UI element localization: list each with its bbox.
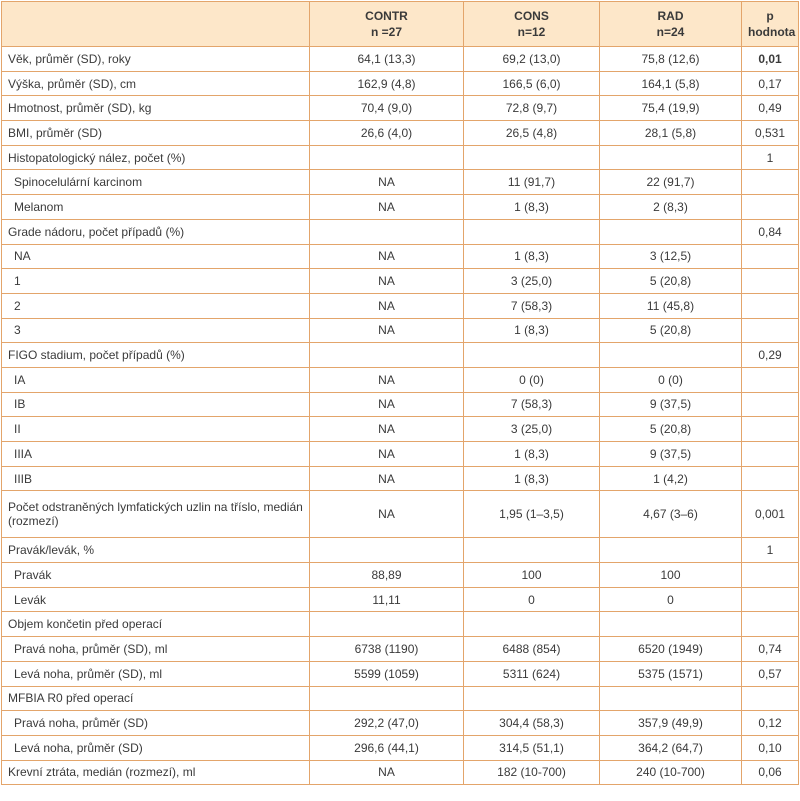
cell-cons: 7 (58,3) — [464, 392, 600, 417]
cell-p: 0,10 — [742, 735, 799, 760]
cell-p — [742, 293, 799, 318]
row-label: IIIB — [2, 466, 310, 491]
table-row — [2, 392, 799, 417]
cell-cons: 0 — [464, 587, 600, 612]
cell-contr: 26,6 (4,0) — [310, 121, 464, 146]
table-row — [2, 442, 799, 467]
cell-cons: 100 — [464, 563, 600, 588]
table-row — [2, 491, 799, 538]
row-label: Krevní ztráta, medián (rozmezí), ml — [2, 760, 310, 785]
cell-rad: 75,8 (12,6) — [600, 47, 742, 72]
table-row — [2, 760, 799, 785]
cell-cons: 72,8 (9,7) — [464, 96, 600, 121]
cell-rad: 22 (91,7) — [600, 170, 742, 195]
cell-p: 1 — [742, 538, 799, 563]
cell-rad: 5 (20,8) — [600, 269, 742, 294]
cell-rad: 6520 (1949) — [600, 637, 742, 662]
header-cons-n: n=12 — [517, 25, 546, 39]
header-contr — [310, 2, 464, 47]
table-row — [2, 417, 799, 442]
row-label: 1 — [2, 269, 310, 294]
cell-p: 0,49 — [742, 96, 799, 121]
cell-p — [742, 563, 799, 588]
cell-p — [742, 442, 799, 467]
cell-rad — [600, 612, 742, 637]
row-label: IA — [2, 367, 310, 392]
cell-cons — [464, 612, 600, 637]
cell-rad: 11 (45,8) — [600, 293, 742, 318]
row-label: IIIA — [2, 442, 310, 467]
cell-rad: 75,4 (19,9) — [600, 96, 742, 121]
cell-cons: 3 (25,0) — [464, 417, 600, 442]
cell-cons — [464, 343, 600, 368]
row-label: Melanom — [2, 195, 310, 220]
header-contr-n: n =27 — [370, 25, 403, 39]
table-row — [2, 711, 799, 736]
cell-cons: 69,2 (13,0) — [464, 47, 600, 72]
cell-cons: 5311 (624) — [464, 661, 600, 686]
row-label: Spinocelulární karcinom — [2, 170, 310, 195]
cell-contr: NA — [310, 170, 464, 195]
cell-contr — [310, 686, 464, 711]
cell-rad: 364,2 (64,7) — [600, 735, 742, 760]
cell-rad: 1 (4,2) — [600, 466, 742, 491]
cell-p — [742, 195, 799, 220]
table-row — [2, 170, 799, 195]
cell-rad: 28,1 (5,8) — [600, 121, 742, 146]
table-row — [2, 686, 799, 711]
cell-rad: 4,67 (3–6) — [600, 491, 742, 538]
cell-contr: 296,6 (44,1) — [310, 735, 464, 760]
row-label: 3 — [2, 318, 310, 343]
cell-contr — [310, 612, 464, 637]
cell-p — [742, 170, 799, 195]
cell-rad: 240 (10-700) — [600, 760, 742, 785]
row-label: Objem končetin před operací — [2, 612, 310, 637]
row-label: II — [2, 417, 310, 442]
header-rad-name: RAD — [657, 9, 684, 23]
cell-contr: 11,11 — [310, 587, 464, 612]
row-label: Levá noha, průměr (SD), ml — [2, 661, 310, 686]
cell-contr: 6738 (1190) — [310, 637, 464, 662]
table-row — [2, 195, 799, 220]
cell-contr: 5599 (1059) — [310, 661, 464, 686]
table-row — [2, 269, 799, 294]
cell-p — [742, 686, 799, 711]
cell-cons: 182 (10-700) — [464, 760, 600, 785]
header-p — [742, 2, 799, 47]
cell-p — [742, 612, 799, 637]
table-row — [2, 244, 799, 269]
cell-contr: 88,89 — [310, 563, 464, 588]
row-label: Pravá noha, průměr (SD) — [2, 711, 310, 736]
row-label: Grade nádoru, počet případů (%) — [2, 219, 310, 244]
cell-p — [742, 269, 799, 294]
cell-rad — [600, 343, 742, 368]
cell-rad: 164,1 (5,8) — [600, 71, 742, 96]
table-row — [2, 71, 799, 96]
data-table — [1, 1, 799, 785]
table-row — [2, 367, 799, 392]
cell-cons: 26,5 (4,8) — [464, 121, 600, 146]
cell-cons: 1 (8,3) — [464, 442, 600, 467]
cell-cons: 1 (8,3) — [464, 195, 600, 220]
cell-p — [742, 367, 799, 392]
cell-rad — [600, 219, 742, 244]
row-label: IB — [2, 392, 310, 417]
cell-rad: 100 — [600, 563, 742, 588]
cell-contr — [310, 219, 464, 244]
cell-cons — [464, 145, 600, 170]
cell-p: 0,84 — [742, 219, 799, 244]
cell-rad: 0 — [600, 587, 742, 612]
cell-rad: 2 (8,3) — [600, 195, 742, 220]
table-row — [2, 96, 799, 121]
cell-rad: 5 (20,8) — [600, 318, 742, 343]
cell-cons — [464, 686, 600, 711]
table-row — [2, 563, 799, 588]
table-row — [2, 145, 799, 170]
cell-contr: NA — [310, 195, 464, 220]
cell-contr: NA — [310, 269, 464, 294]
cell-contr — [310, 538, 464, 563]
row-label: Počet odstraněných lymfatických uzlin na tříslo, medián (rozmezí) — [2, 491, 310, 538]
cell-p — [742, 587, 799, 612]
table-row — [2, 538, 799, 563]
cell-rad: 0 (0) — [600, 367, 742, 392]
table-body — [2, 47, 799, 785]
cell-cons: 1 (8,3) — [464, 244, 600, 269]
cell-contr: NA — [310, 392, 464, 417]
table-row — [2, 318, 799, 343]
table-row — [2, 293, 799, 318]
row-label: Histopatologický nález, počet (%) — [2, 145, 310, 170]
table-row — [2, 661, 799, 686]
row-label: Věk, průměr (SD), roky — [2, 47, 310, 72]
cell-contr — [310, 145, 464, 170]
cell-contr: NA — [310, 318, 464, 343]
row-label: Pravák/levák, % — [2, 538, 310, 563]
cell-contr — [310, 343, 464, 368]
cell-p: 0,74 — [742, 637, 799, 662]
cell-contr: NA — [310, 244, 464, 269]
cell-p: 0,531 — [742, 121, 799, 146]
row-label: Výška, průměr (SD), cm — [2, 71, 310, 96]
header-rad-n: n=24 — [656, 25, 685, 39]
cell-rad: 357,9 (49,9) — [600, 711, 742, 736]
cell-rad — [600, 538, 742, 563]
cell-cons: 1 (8,3) — [464, 318, 600, 343]
table-row — [2, 587, 799, 612]
header-row — [2, 2, 799, 47]
cell-cons: 3 (25,0) — [464, 269, 600, 294]
header-p-line2: hodnota — [748, 25, 796, 39]
cell-contr: NA — [310, 760, 464, 785]
cell-contr: NA — [310, 442, 464, 467]
cell-contr: NA — [310, 293, 464, 318]
cell-p: 0,57 — [742, 661, 799, 686]
table-row — [2, 343, 799, 368]
table-row — [2, 466, 799, 491]
cell-p — [742, 392, 799, 417]
cell-rad: 9 (37,5) — [600, 392, 742, 417]
table-row — [2, 735, 799, 760]
cell-p: 0,001 — [742, 491, 799, 538]
cell-rad: 5375 (1571) — [600, 661, 742, 686]
cell-p: 0,01 — [742, 47, 799, 72]
cell-cons: 166,5 (6,0) — [464, 71, 600, 96]
cell-p: 0,17 — [742, 71, 799, 96]
cell-rad — [600, 145, 742, 170]
cell-cons: 304,4 (58,3) — [464, 711, 600, 736]
cell-contr: NA — [310, 367, 464, 392]
row-label: Pravák — [2, 563, 310, 588]
header-rad — [600, 2, 742, 47]
table-row — [2, 47, 799, 72]
cell-contr: 64,1 (13,3) — [310, 47, 464, 72]
row-label: Pravá noha, průměr (SD), ml — [2, 637, 310, 662]
cell-p: 1 — [742, 145, 799, 170]
cell-rad: 9 (37,5) — [600, 442, 742, 467]
cell-cons: 1,95 (1–3,5) — [464, 491, 600, 538]
row-label: 2 — [2, 293, 310, 318]
cell-rad: 5 (20,8) — [600, 417, 742, 442]
cell-rad — [600, 686, 742, 711]
header-label-cell — [2, 2, 310, 47]
cell-p: 0,12 — [742, 711, 799, 736]
cell-contr: NA — [310, 417, 464, 442]
header-cons — [464, 2, 600, 47]
cell-p: 0,29 — [742, 343, 799, 368]
cell-contr: 292,2 (47,0) — [310, 711, 464, 736]
header-cons-name: CONS — [514, 9, 549, 23]
cell-cons: 11 (91,7) — [464, 170, 600, 195]
cell-cons: 0 (0) — [464, 367, 600, 392]
cell-cons: 1 (8,3) — [464, 466, 600, 491]
row-label: BMI, průměr (SD) — [2, 121, 310, 146]
cell-contr: NA — [310, 466, 464, 491]
row-label: FIGO stadium, počet případů (%) — [2, 343, 310, 368]
cell-p — [742, 318, 799, 343]
header-p-line1: p — [766, 9, 774, 23]
cell-rad: 3 (12,5) — [600, 244, 742, 269]
row-label: Levá noha, průměr (SD) — [2, 735, 310, 760]
table-row — [2, 637, 799, 662]
cell-p — [742, 466, 799, 491]
row-label: Hmotnost, průměr (SD), kg — [2, 96, 310, 121]
table-row — [2, 612, 799, 637]
table-row — [2, 219, 799, 244]
cell-cons: 314,5 (51,1) — [464, 735, 600, 760]
cell-cons: 6488 (854) — [464, 637, 600, 662]
row-label: Levák — [2, 587, 310, 612]
cell-contr: 162,9 (4,8) — [310, 71, 464, 96]
header-contr-name: CONTR — [365, 9, 408, 23]
cell-p — [742, 244, 799, 269]
cell-cons: 7 (58,3) — [464, 293, 600, 318]
cell-contr: 70,4 (9,0) — [310, 96, 464, 121]
row-label: NA — [2, 244, 310, 269]
table-row — [2, 121, 799, 146]
row-label: MFBIA R0 před operací — [2, 686, 310, 711]
cell-p — [742, 417, 799, 442]
cell-cons — [464, 219, 600, 244]
cell-contr: NA — [310, 491, 464, 538]
cell-cons — [464, 538, 600, 563]
cell-p: 0,06 — [742, 760, 799, 785]
